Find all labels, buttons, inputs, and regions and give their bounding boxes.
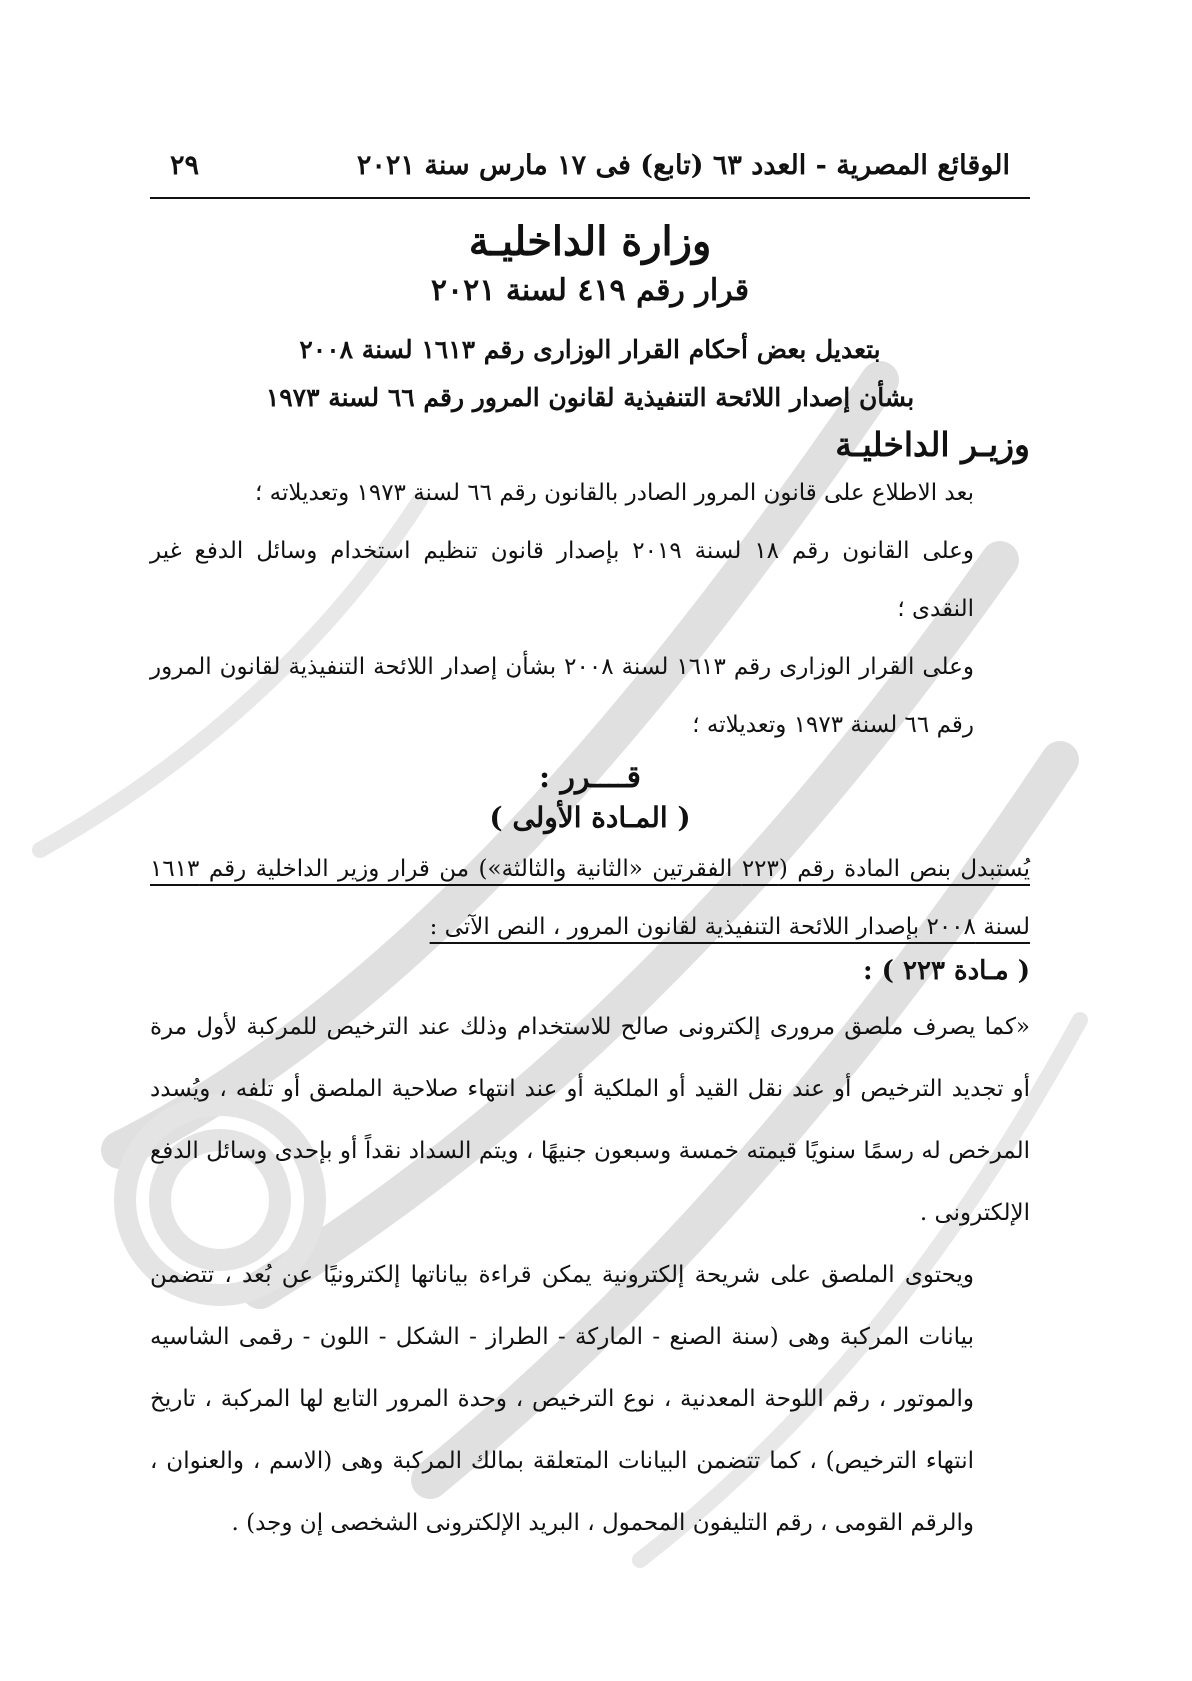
gazette-page [150,140,1030,1554]
subtitle-line: بشأن إصدار اللائحة التنفيذية لقانون المرور رقم ٦٦ لسنة ١٩٧٣ [265,382,915,412]
preamble-paragraph: وعلى القانون رقم ١٨ لسنة ٢٠١٩ بإصدار قانون تنظيم استخدام وسائل الدفع غير النقدى ؛ [150,538,975,622]
article-one-text-content: يُستبدل بنص المادة رقم (٢٢٣ الفقرتين «الثانية والثالثة») من قرار وزير الداخلية رقم ١٦١٣ لسنة ٢٠٠٨ بإصدار اللائحة التنفيذية لقانون المرور ، النص الآتى : [150,856,1030,940]
subtitle-line: بتعديل بعض أحكام القرار الوزارى رقم ١٦١٣ لسنة ٢٠٠٨ [299,335,881,364]
article-223-paragraph: «كما يصرف ملصق مرورى إلكترونى صالح للاستخدام وذلك عند الترخيص للمركبة لأول مرة أو تجديد الترخيص أو عند نقل القيد أو الملكية أو عند انتهاء صلاحية الملصق أو تلفه ، ويُسدد المرخص له رسمًا سنويًا قيمته خمسة وسبعون جنيهًا ، ويتم السداد نقداً أو بإحدى وسائل الدفع الإلكترونى . [150,1014,1030,1226]
preamble-paragraph: وعلى القرار الوزارى رقم ١٦١٣ لسنة ٢٠٠٨ بشأن إصدار اللائحة التنفيذية لقانون المرور رقم ٦٦ لسنة ١٩٧٣ وتعديلاته ؛ [150,654,974,738]
minister-title: وزيـر الداخليـة [835,425,1030,464]
ministry-title: وزارة الداخليـة [468,218,712,265]
article-one-text [150,840,1030,956]
decree-subtitle [150,326,1030,421]
decided-heading: قــــرر : [538,760,642,795]
preamble-paragraph: بعد الاطلاع على قانون المرور الصادر بالقانون رقم ٦٦ لسنة ١٩٧٣ وتعديلاته ؛ [255,480,974,506]
gazette-issue-header: الوقائع المصرية - العدد ٦٣ (تابع) فى ١٧ مارس سنة ٢٠٢١ [356,150,1010,181]
running-header [150,140,1030,199]
article-223-title: ( مـادة ٢٢٣ ) : [863,956,1030,986]
article-one-title: ( المـادة الأولى ) [489,801,691,834]
page-number: ٢٩ [170,150,200,181]
article-223-paragraph: ويحتوى الملصق على شريحة إلكترونية يمكن قراءة بياناتها إلكترونيًا عن بُعد ، تتضمن بيانات المركبة وهى (سنة الصنع - الماركة - الطراز - الشكل - اللون - رقمى الشاسيه والموتور ، رقم اللوحة المعدنية ، نوع الترخيص ، وحدة المرور التابع لها المركبة ، تاريخ انتهاء الترخيص) ، كما تتضمن البيانات المتعلقة بمالك المركبة وهى (الاسم ، والعنوان ، والرقم القومى ، رقم التليفون المحمول ، البريد الإلكترونى الشخصى إن وجد) . [150,1262,974,1536]
decree-number: قرار رقم ٤١٩ لسنة ٢٠٢١ [430,273,750,308]
